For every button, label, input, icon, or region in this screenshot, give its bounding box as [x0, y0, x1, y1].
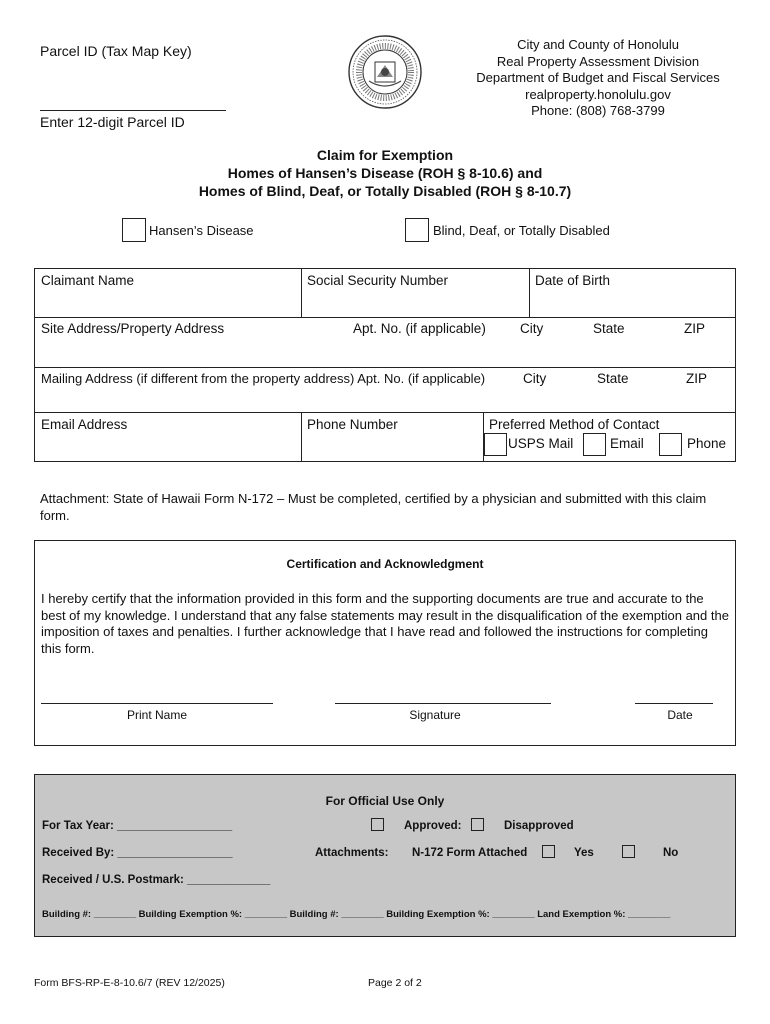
agency-line-phone: Phone: (808) 768-3799: [531, 103, 665, 118]
n172-attached-label: N-172 Form Attached: [412, 847, 528, 859]
mailing-state-field[interactable]: State: [597, 371, 629, 386]
attachment-note: Attachment: State of Hawaii Form N-172 – Must be completed, certified by a physician and submitted with this claim form.: [40, 491, 707, 523]
mailing-city-field[interactable]: City: [523, 371, 547, 386]
parcel-id-hint: Enter 12-digit Parcel ID: [40, 114, 185, 130]
mailing-address-field[interactable]: Mailing Address (if different from the property address) Apt. No. (if applicable): [41, 371, 486, 386]
city-county-seal-logo: [347, 33, 423, 111]
hansens-disease-label: Hansen’s Disease: [149, 223, 254, 238]
tax-year-field[interactable]: For Tax Year: __________________: [42, 820, 233, 832]
site-state-field[interactable]: State: [593, 321, 625, 336]
form-id: Form BFS-RP-E-8-10.6/7 (REV 12/2025): [34, 977, 225, 989]
title-line-1: Claim for Exemption: [316, 147, 454, 163]
n172-no-label: No: [663, 847, 679, 859]
title-line-2: Homes of Hansen’s Disease (ROH § 8-10.6) and: [227, 165, 543, 181]
n172-yes-label: Yes: [574, 847, 594, 859]
agency-line-city: City and County of Honolulu: [517, 37, 679, 52]
approved-checkbox[interactable]: [371, 818, 384, 831]
mailing-zip-field[interactable]: ZIP: [686, 371, 708, 386]
site-address-field[interactable]: Site Address/Property Address: [41, 321, 225, 336]
date-label: Date: [667, 708, 693, 722]
agency-line-website: realproperty.honolulu.gov: [525, 86, 671, 102]
phone-contact-checkbox[interactable]: [659, 433, 682, 456]
parcel-id-input-line[interactable]: [40, 110, 226, 111]
phone-number-field[interactable]: Phone Number: [307, 417, 398, 432]
title-line-3: Homes of Blind, Deaf, or Totally Disabled (ROH § 8-10.7): [198, 183, 572, 199]
page-number: Page 2 of 2: [368, 977, 422, 989]
agency-block: [460, 37, 736, 120]
parcel-id-label: Parcel ID (Tax Map Key): [40, 43, 192, 59]
attachments-label: Attachments:: [315, 847, 389, 859]
postmark-field[interactable]: Received / U.S. Postmark: _____________: [42, 874, 271, 886]
claimant-name-field[interactable]: Claimant Name: [41, 273, 135, 288]
approved-label: Approved:: [404, 820, 462, 832]
disapproved-checkbox[interactable]: [471, 818, 484, 831]
signature-label: Signature: [409, 708, 461, 722]
signature-line[interactable]: [335, 703, 551, 704]
official-use-box: [34, 774, 736, 937]
blind-deaf-disabled-label: Blind, Deaf, or Totally Disabled: [433, 223, 610, 238]
date-line[interactable]: [635, 703, 713, 704]
site-city-field[interactable]: City: [520, 321, 544, 336]
certification-text: I hereby certify that the information provided in this form and the supporting documents are true and accurate to the best of my knowledge. I understand that any false statements may result in the disqualification of the exemption and the imposition of taxes and penalties. I further acknowledge that I have read and followed the instructions for completing this form.: [41, 591, 729, 656]
date-of-birth-field[interactable]: Date of Birth: [535, 273, 611, 288]
certification-title: Certification and Acknowledgment: [286, 557, 484, 571]
preferred-contact-label: Preferred Method of Contact: [489, 417, 660, 432]
n172-no-checkbox[interactable]: [622, 845, 635, 858]
hansens-disease-checkbox[interactable]: [122, 218, 146, 242]
agency-line-department: Department of Budget and Fiscal Services: [476, 70, 720, 85]
claimant-info-grid: [34, 268, 736, 462]
received-by-field[interactable]: Received By: __________________: [42, 847, 233, 859]
building-exemption-line[interactable]: Building #: ________ Building Exemption %: ________ Building #: ________ Building Exemption %: ________ Land Exemption %: ________: [42, 909, 671, 920]
usps-mail-checkbox[interactable]: [484, 433, 507, 456]
disapproved-label: Disapproved: [504, 820, 574, 832]
n172-yes-checkbox[interactable]: [542, 845, 555, 858]
site-apt-field[interactable]: Apt. No. (if applicable): [353, 321, 486, 336]
form-title: [0, 146, 770, 200]
certification-box: [34, 540, 736, 746]
official-use-title: For Official Use Only: [325, 794, 445, 808]
email-address-field[interactable]: Email Address: [41, 417, 128, 432]
agency-line-division: Real Property Assessment Division: [496, 53, 700, 69]
print-name-line[interactable]: [41, 703, 273, 704]
email-contact-checkbox[interactable]: [583, 433, 606, 456]
site-zip-field[interactable]: ZIP: [684, 321, 706, 336]
usps-mail-label: USPS Mail: [508, 436, 574, 451]
blind-deaf-disabled-checkbox[interactable]: [405, 218, 429, 242]
ssn-field[interactable]: Social Security Number: [307, 273, 449, 288]
phone-contact-label: Phone: [687, 436, 727, 451]
print-name-label: Print Name: [126, 708, 188, 722]
email-contact-label: Email: [610, 436, 644, 451]
